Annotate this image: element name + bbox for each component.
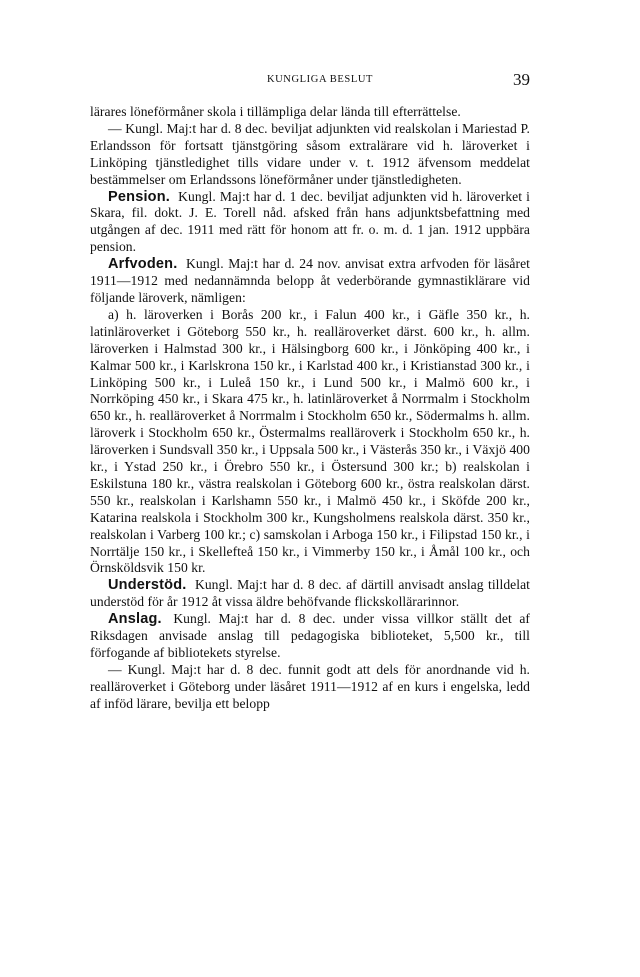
paragraph-arfvoden: [90, 256, 530, 307]
paragraph-text: lärares löneförmåner skola i tillämpliga delar lända till efterrättelse.: [90, 104, 461, 119]
paragraph-arfvoden-list: [90, 307, 530, 578]
paragraph-text: Kungl. Maj:t har d. 24 nov. anvisat extra arfvoden för läsåret 1911—1912 med nedannämnda belopp åt vederbörande gymnastiklärare vid följande läroverk, nämligen:: [90, 256, 530, 305]
paragraph-text: — Kungl. Maj:t har d. 8 dec. beviljat adjunkten vid realskolan i Mariestad P. Erlandsson för fortsatt tjänstgöring såsom extralärare vid h. läroverket i Linköping tjänstledighet tills vidare under v. t. 1912 äfvensom meddelat bestämmelser om Erlandssons löneförmåner under tjänstledigheten.: [90, 120, 530, 187]
paragraph-anslag: [90, 611, 530, 662]
paragraph-text: — Kungl. Maj:t har d. 8 dec. funnit godt att dels för anordnande vid h. realläroverket i Göteborg under läsåret 1911—1912 af en kurs i engelska, ledd af inföd lärare, bevilja ett belopp: [90, 661, 530, 711]
paragraph-text: Kungl. Maj:t har d. 8 dec. af därtill anvisadt anslag tilldelat understöd för år 1912 åt vissa äldre behöfvande flickskollärarinnor.: [90, 577, 530, 610]
paragraph-text: Kungl. Maj:t har d. 1 dec. beviljat adjunkten vid h. läroverket i Skara, fil. dokt. J. E. Torell nåd. afsked från hans adjunktsbefattning med utgången af dec. 1911 med rätt för honom att fr. o. m. d. 1 jan. 1912 uppbära pension.: [90, 188, 530, 255]
section-heading-arfvoden: Arfvoden.: [108, 256, 178, 273]
paragraph-text: Kungl. Maj:t har d. 8 dec. under vissa villkor ställt det af Riksdagen anvisade anslag till pedagogiska biblioteket, 5,500 kr., till förfogande af bibliotekets styrelse.: [90, 611, 530, 660]
running-title: KUNGLIGA BESLUT: [266, 74, 374, 85]
paragraph-continuation: [90, 104, 530, 121]
running-header: [110, 70, 530, 94]
paragraph-engelska-kurs: [90, 662, 530, 713]
section-heading-pension: Pension.: [108, 188, 171, 205]
body-text: [90, 104, 530, 713]
page-number: 39: [513, 70, 530, 89]
paragraph-understod: [90, 577, 530, 611]
paragraph-tjanstledighet: [90, 121, 530, 189]
paragraph-text: a) h. läroverken i Borås 200 kr., i Falun 400 kr., i Gäfle 350 kr., h. latinläroverket i Göteborg 550 kr., h. realläroverket därst. 600 kr., h. allm. läroverken i Halmstad 300 kr., i Hälsingborg 600 kr., i Jönköping 400 kr., i Kalmar 500 kr., i Karlskrona 150 kr., i Karlstad 400 kr., i Kristianstad 300 kr., i Linköping 500 kr., i Luleå 150 kr., i Lund 500 kr., i Malmö 600 kr., i Norrköping 450 kr., i Skara 475 kr., h. latinläroverket å Norrmalm i Stockholm 650 kr., h. realläroverket å Norrmalm i Stockholm 650 kr., Södermalms h. allm. läroverk i Stockholm 650 kr., Östermalms realläroverk i Stockholm 650 kr., h. läroverken i Sundsvall 350 kr., i Uppsala 500 kr., i Västerås 350 kr., i Växjö 400 kr., i Ystad 250 kr., i Örebro 550 kr., i Östersund 300 kr.; b) realskolan i Eskilstuna 180 kr., västra realskolan i Göteborg 600 kr., östra realskolan därst. 550 kr., realskolan i Karlshamn 550 kr., i Malmö 450 kr., i Sköfde 200 kr., Katarina realskola i Stockholm 300 kr., Kungsholmens realskola därst. 350 kr., realskolan i Varberg 100 kr.; c) samskolan i Arboga 150 kr., i Filipstad 150 kr., i Norrtälje 150 kr., i Skellefteå 150 kr., i Vimmerby 150 kr., i Åmål 100 kr., och Örnsköldsvik 150 kr.: [90, 306, 530, 576]
section-heading-understod: Understöd.: [108, 577, 187, 594]
paragraph-pension: [90, 189, 530, 257]
section-heading-anslag: Anslag.: [108, 611, 162, 628]
